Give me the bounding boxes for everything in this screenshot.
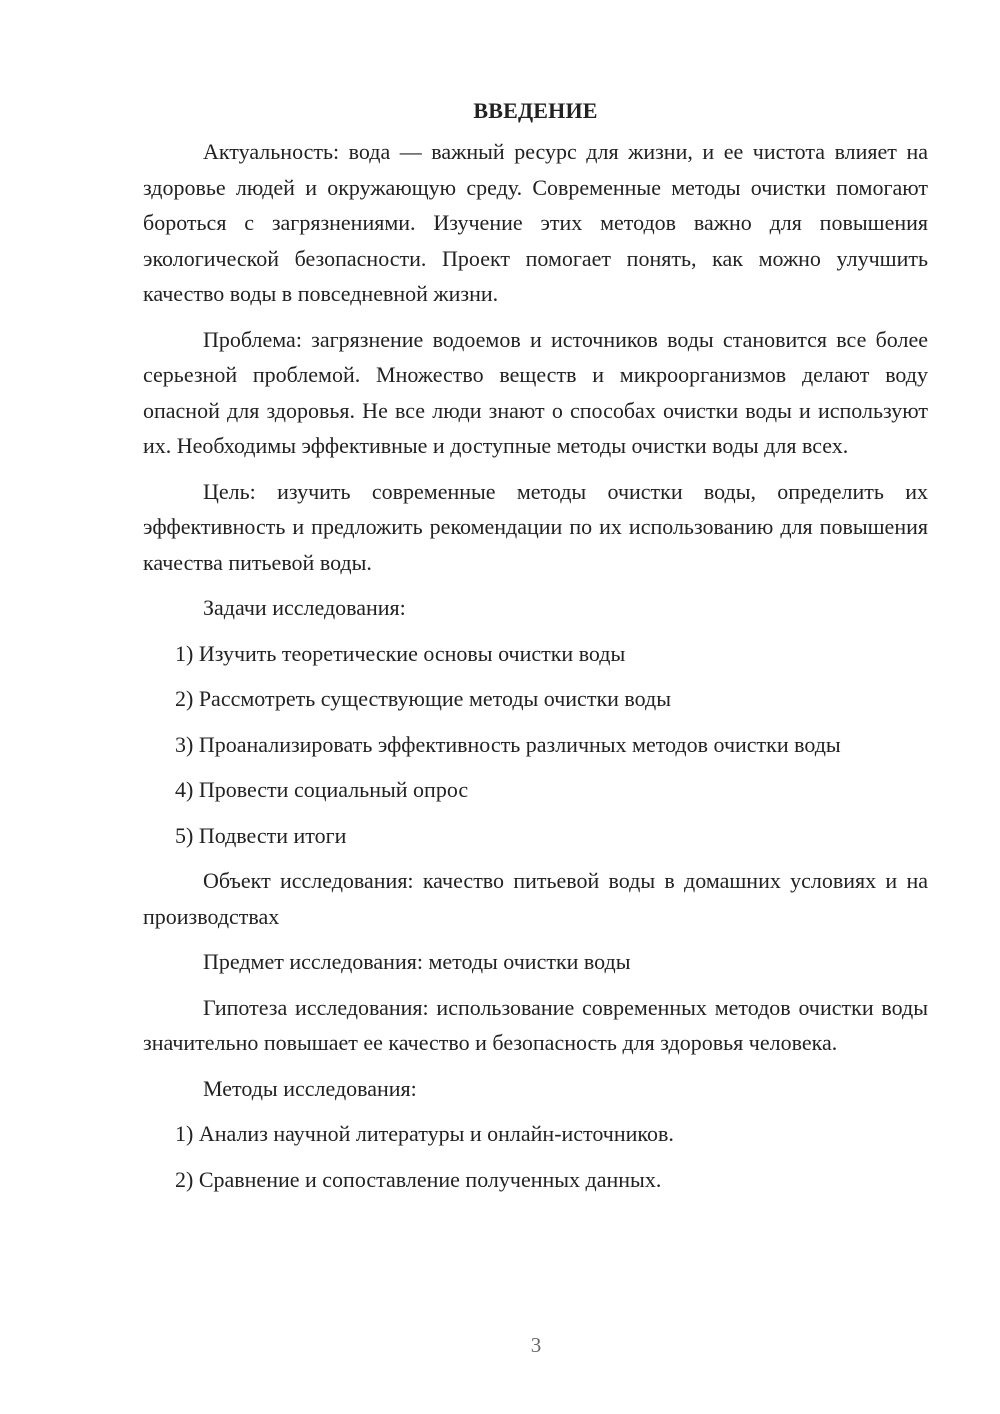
task-item-4: 4) Провести социальный опрос — [175, 777, 469, 802]
paragraph-hypothesis: Гипотеза исследования: использование современных методов очистки воды значительно повышает ее качество и безопасность для здоровья человека. — [143, 994, 928, 1055]
page-number: 3 — [530, 1333, 542, 1357]
task-item-5: 5) Подвести итоги — [175, 822, 347, 848]
section-title: ВВЕДЕНИЕ — [473, 98, 598, 123]
methods-heading: Методы исследования: — [203, 1075, 417, 1101]
task-item-3: 3) Проанализировать эффективность различных методов очистки воды — [175, 731, 841, 757]
paragraph-relevance: Актуальность: вода — важный ресурс для жизни, и ее чистота влияет на здоровье людей и окружающую среду. Современные методы очистки помогают бороться с загрязнениями. Изучение этих методов важно для повышения экологической безопасности. Проект помогает понять, как можно улучшить качество воды в повседневной жизни. — [143, 139, 928, 306]
tasks-heading: Задачи исследования: — [203, 595, 406, 620]
task-item-1: 1) Изучить теоретические основы очистки воды — [175, 640, 626, 666]
task-item-2: 2) Рассмотреть существующие методы очистки воды — [175, 686, 671, 711]
paragraph-object: Объект исследования: качество питьевой воды в домашних условиях и на производствах — [143, 868, 928, 929]
paragraph-subject: Предмет исследования: методы очистки воды — [203, 949, 631, 974]
paragraph-goal: Цель: изучить современные методы очистки воды, определить их эффективность и предложить рекомендации по их использованию для повышения качества питьевой воды. — [143, 478, 928, 575]
page-content — [143, 94, 928, 1207]
paragraph-problem: Проблема: загрязнение водоемов и источников воды становится все более серьезной проблемой. Множество веществ и микроорганизмов делают воду опасной для здоровья. Не все люди знают о способах очистки воды и используют их. Необходимы эффективные и доступные методы очистки воды для всех. — [143, 326, 928, 458]
method-item-1: 1) Анализ научной литературы и онлайн-источников. — [175, 1121, 674, 1146]
method-item-2: 2) Сравнение и сопоставление полученных данных. — [175, 1166, 662, 1192]
